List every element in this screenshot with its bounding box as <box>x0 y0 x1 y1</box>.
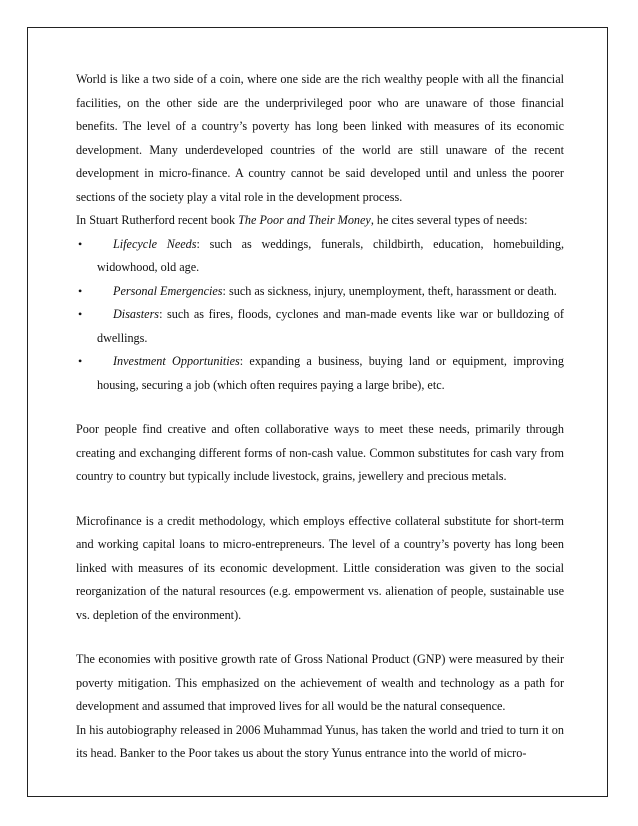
need-description: : such as fires, floods, cyclones and man-made events like war or bulldozing of dwellings. <box>97 307 564 345</box>
book-title: The Poor and Their Money <box>238 213 371 227</box>
paragraph-gap <box>76 627 564 648</box>
paragraph-gap <box>76 489 564 510</box>
bullet-icon: • <box>78 236 83 251</box>
need-term: Disasters <box>113 307 160 321</box>
need-term: Personal Emergencies <box>113 283 223 298</box>
list-item <box>76 280 564 304</box>
need-description: : such as weddings, funerals, childbirth, education, homebuilding, widowhood, old age. <box>97 236 564 274</box>
bullet-icon: • <box>78 283 83 298</box>
bullet-icon: • <box>78 307 83 321</box>
bullet-icon: • <box>78 354 83 368</box>
paragraph-yunus: In his autobiography released in 2006 Muhammad Yunus, has taken the world and tried to turn it on its head. Banker to the Poor takes us about the story Yunus entrance into the world of micro- <box>76 722 564 760</box>
needs-list <box>76 233 564 398</box>
need-term: Investment Opportunities <box>113 354 240 368</box>
need-term: Lifecycle Needs <box>113 236 197 251</box>
list-item <box>76 233 564 280</box>
paragraph-substitutes: Poor people find creative and often collaborative ways to meet these needs, primarily through creating and exchanging different forms of non-cash value. Common substitutes for cash vary from country to country but typically include livestock, grains, jewellery and precious metals. <box>76 422 564 483</box>
list-item <box>76 303 564 350</box>
paragraph-gap <box>76 397 564 418</box>
paragraph-rutherford <box>76 209 564 233</box>
paragraph-intro: World is like a two side of a coin, where one side are the rich wealthy people with all the financial facilities, on the other side are the underprivileged poor who are unaware of those financial benefits. The level of a country’s poverty has long been linked with measures of its economic development. Many underdeveloped countries of the world are still unaware of the recent development in micro-finance. A country cannot be said developed until and unless the poorer sections of the society play a vital role in the development process. <box>76 72 564 204</box>
paragraph-microfinance: Microfinance is a credit methodology, which employs effective collateral substitute for short-term and working capital loans to micro-entrepreneurs. The level of a country’s poverty has long been linked with measures of its economic development. Little consideration was given to the social reorganization of the natural resources (e.g. empowerment vs. alienation of people, sustainable use vs. depletion of the environment). <box>76 513 564 622</box>
rutherford-prefix: In Stuart Rutherford recent book <box>76 213 239 227</box>
need-description: : such as sickness, injury, unemployment, theft, harassment or death. <box>222 283 557 298</box>
list-item <box>76 350 564 397</box>
document-body <box>76 68 564 766</box>
need-description: : expanding a business, buying land or equipment, improving housing, securing a job (which often requires paying a large bribe), etc. <box>97 354 564 392</box>
paragraph-gnp: The economies with positive growth rate of Gross National Product (GNP) were measured by their poverty mitigation. This emphasized on the achievement of wealth and technology as a path for development and assumed that improved lives for all would be the natural consequence. <box>76 652 564 713</box>
rutherford-suffix: , he cites several types of needs: <box>370 213 528 227</box>
